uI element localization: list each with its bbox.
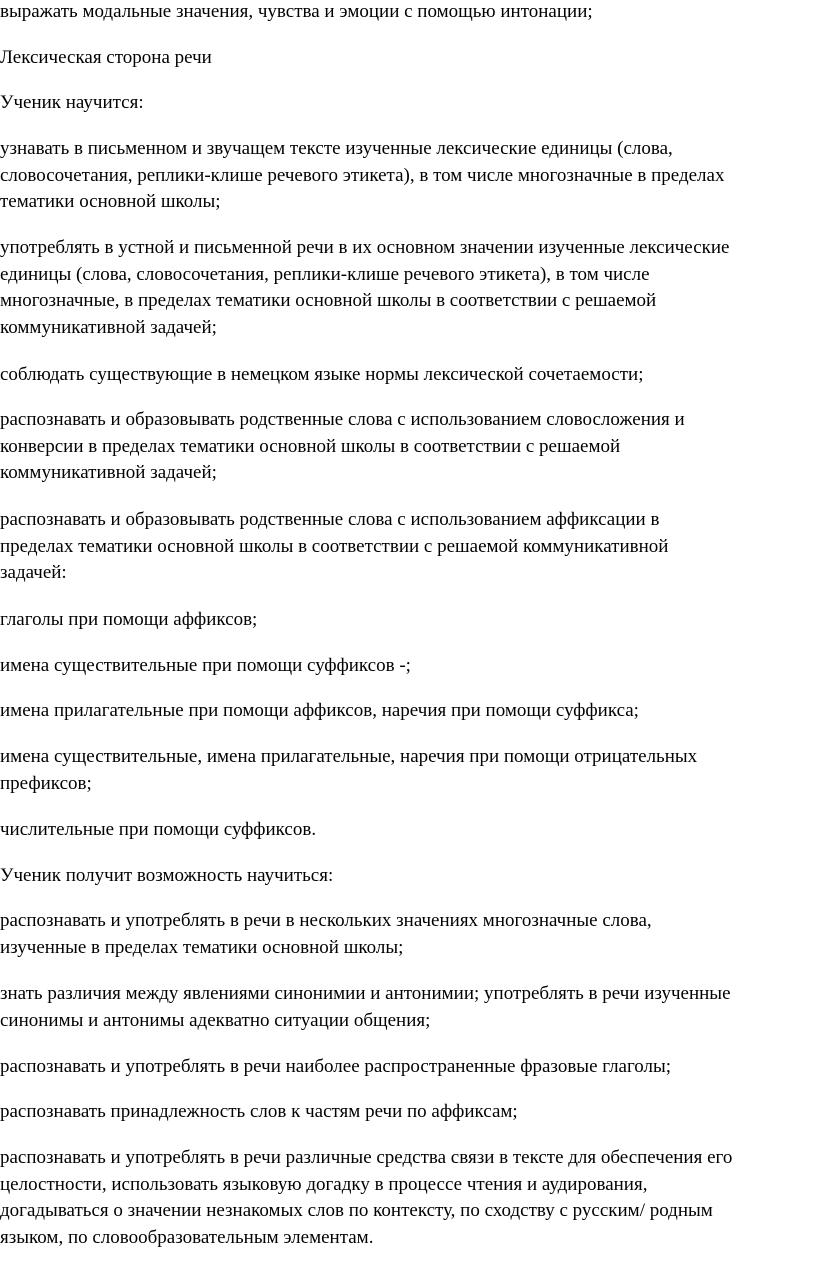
item-numerals-suffixes: [0, 817, 816, 844]
text-line: словосочетания, реплики-клише речевого этикета), в том числе многозначные в пределах: [0, 164, 725, 186]
paragraph-affixation: [0, 507, 816, 587]
paragraph-synonyms-antonyms: [0, 981, 816, 1034]
text-line: целостности, использовать языковую догадку в процессе чтения и аудирования,: [0, 1173, 648, 1195]
text-line: распознавать принадлежность слов к частям речи по аффиксам;: [0, 1101, 518, 1122]
section-heading-lexical: [0, 45, 816, 72]
text-line: имена прилагательные при помощи аффиксов, наречия при помощи суффикса;: [0, 700, 639, 721]
text-line: изученные в пределах тематики основной школы;: [0, 936, 404, 958]
paragraph-recognize-units: [0, 136, 816, 216]
text-line: знать различия между явлениями синонимии и антонимии; употреблять в речи изученные: [0, 983, 731, 1004]
paragraph-compounding: [0, 407, 816, 487]
paragraph-modal-values: [0, 0, 816, 26]
item-nouns-suffixes: [0, 653, 816, 680]
text-line: употреблять в устной и письменной речи в их основном значении изученные лексические: [0, 237, 730, 258]
text-line: задачей:: [0, 562, 67, 583]
text-line: имена существительные при помощи суффиксов -;: [0, 655, 411, 676]
text-line: Ученик получит возможность научиться:: [0, 865, 334, 886]
text-line: соблюдать существующие в немецком языке нормы лексической сочетаемости;: [0, 364, 644, 385]
text-line: узнавать в письменном и звучащем тексте изученные лексические единицы (слова,: [0, 138, 673, 159]
text-line: тематики основной школы;: [0, 191, 221, 212]
item-adjectives-adverbs: [0, 698, 816, 725]
text-line: распознавать и образовывать родственные слова с использованием словосложения и: [0, 409, 685, 430]
text-line: многозначные, в пределах тематики основной школы в соответствии с решаемой: [0, 290, 657, 311]
subheading-student-will-learn: [0, 90, 816, 117]
text-line: синонимы и антонимы адекватно ситуации общения;: [0, 1009, 431, 1031]
paragraph-phrasal-verbs: [0, 1054, 816, 1081]
text-line: языком, по словообразовательным элементам.: [0, 1226, 374, 1248]
text-line: распознавать и употреблять в речи наиболее распространенные фразовые глаголы;: [0, 1056, 672, 1077]
text-line: числительные при помощи суффиксов.: [0, 819, 317, 840]
text-line: распознавать и образовывать родственные слова с использованием аффиксации в: [0, 509, 660, 530]
paragraph-use-units: [0, 235, 816, 341]
text-line: глаголы при помощи аффиксов;: [0, 609, 258, 630]
text-line: коммуникативной задачей;: [0, 316, 217, 338]
paragraph-parts-of-speech: [0, 1099, 816, 1126]
text-line: единицы (слова, словосочетания, реплики-клише речевого этикета), в том числе: [0, 263, 650, 285]
subheading-opportunity: [0, 863, 816, 890]
text-line: пределах тематики основной школы в соответствии с решаемой коммуникативной: [0, 535, 669, 557]
text-line: распознавать и употреблять в речи в нескольких значениях многозначные слова,: [0, 910, 652, 931]
text-line: догадываться о значении незнакомых слов по контексту, по сходству с русским/ родным: [0, 1200, 713, 1221]
paragraph-collocation-norms: [0, 362, 816, 389]
paragraph-cohesion-devices: [0, 1145, 816, 1251]
item-negative-prefixes: [0, 744, 816, 797]
text-line: выражать модальные значения, чувства и эмоции с помощью интонации;: [0, 1, 593, 22]
text-line: имена существительные, имена прилагательные, наречия при помощи отрицательных: [0, 746, 698, 767]
paragraph-polysemy: [0, 908, 816, 961]
text-line: префиксов;: [0, 772, 92, 794]
item-verbs-affixes: [0, 607, 816, 634]
text-line: Лексическая сторона речи: [0, 47, 212, 68]
text-line: распознавать и употреблять в речи различные средства связи в тексте для обеспечения его: [0, 1147, 733, 1168]
text-line: Ученик научится:: [0, 92, 144, 113]
text-line: конверсии в пределах тематики основной школы в соответствии с решаемой: [0, 435, 621, 457]
text-line: коммуникативной задачей;: [0, 462, 217, 483]
